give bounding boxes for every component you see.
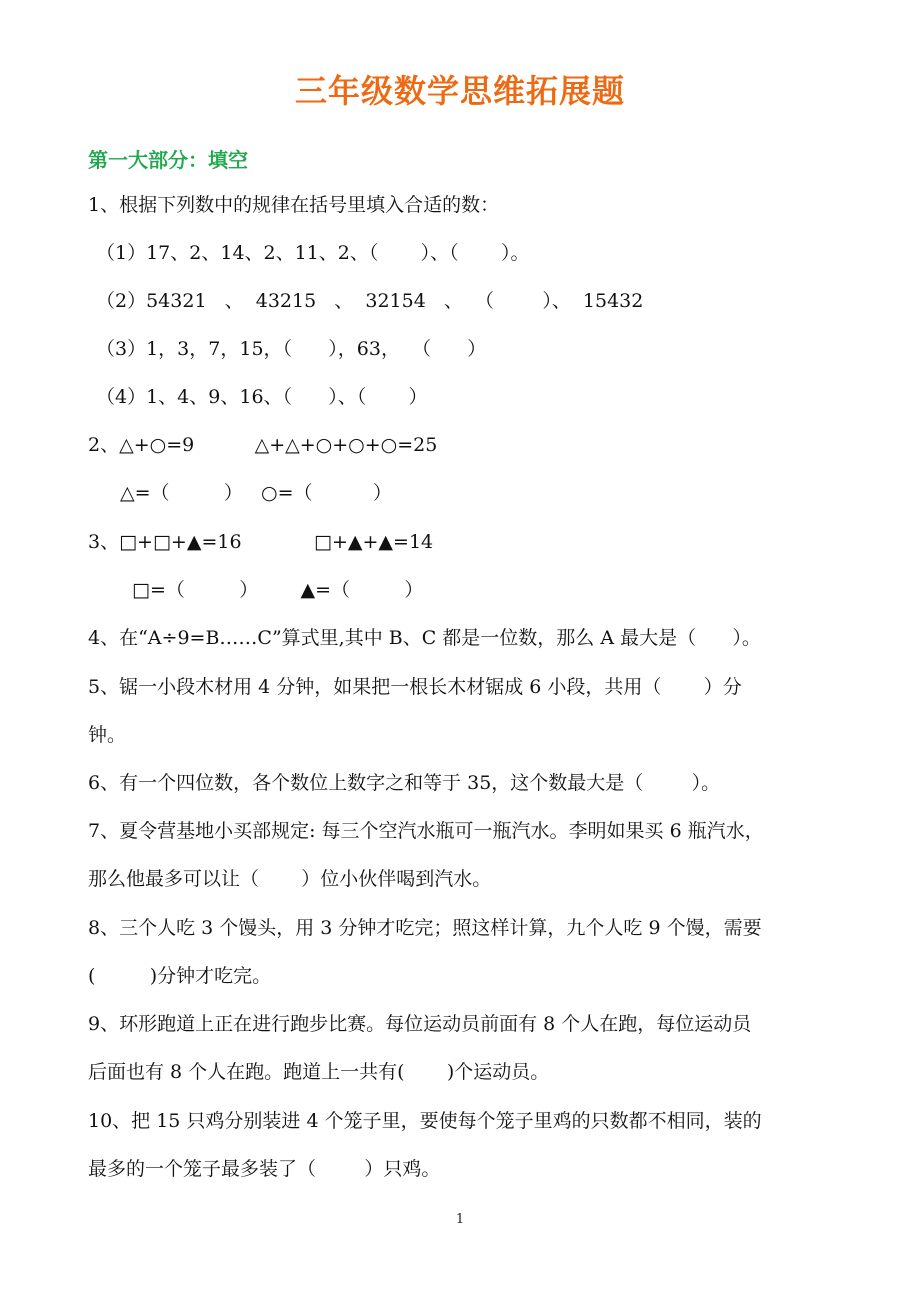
question-line: 2、△+○=9 △+△+○+○+○=25 — [88, 434, 438, 456]
question-line: 后面也有 8 个人在跑。跑道上一共有( )个运动员。 — [88, 1061, 550, 1083]
question-line: 7、夏令营基地小买部规定: 每三个空汽水瓶可一瓶汽水。李明如果买 6 瓶汽水， — [88, 820, 764, 842]
question-line: 1、根据下列数中的规律在括号里填入合适的数： — [88, 194, 500, 216]
question-line: □=（ ） ▲=（ ） — [132, 579, 424, 601]
question-line: 8、三个人吃 3 个馒头，用 3 分钟才吃完；照这样计算，九个人吃 9 个馒，需要 — [88, 917, 762, 939]
question-line: 9、环形跑道上正在进行跑步比赛。每位运动员前面有 8 个人在跑，每位运动员 — [88, 1013, 752, 1035]
question-line: （1）17、2、14、2、11、2、（ ）、（ ）。 — [96, 242, 530, 264]
question-line: （4）1、4、9、16、（ ）、（ ） — [96, 386, 428, 408]
question-line: （3）1，3，7，15，（ ），63， （ ） — [96, 338, 487, 360]
question-line: 最多的一个笼子最多装了（ ）只鸡。 — [88, 1158, 441, 1180]
question-line: （2）54321 、 43215 、 32154 、 （ ）、 15432 — [96, 290, 644, 312]
question-line: △=（ ） ○=（ ） — [120, 482, 392, 504]
question-line: 5、锯一小段木材用 4 分钟，如果把一根长木材锯成 6 小段，共用（ ）分 — [88, 676, 742, 698]
question-line: 10、把 15 只鸡分别装进 4 个笼子里，要使每个笼子里鸡的只数都不相同，装的 — [88, 1110, 762, 1132]
question-line: 4、在“A÷9=B……C”算式里,其中 B、C 都是一位数，那么 A 最大是（ ）。 — [88, 627, 761, 649]
question-line: 钟。 — [88, 724, 127, 746]
question-line: 那么他最多可以让（ ）位小伙伴喝到汽水。 — [88, 868, 492, 890]
question-line: 6、有一个四位数，各个数位上数字之和等于 35，这个数最大是（ ）。 — [88, 772, 721, 794]
question-line: ( )分钟才吃完。 — [88, 965, 272, 987]
question-line: 3、□+□+▲=16 □+▲+▲=14 — [88, 531, 434, 553]
page-title: 三年级数学思维拓展题 — [294, 72, 625, 110]
section-heading: 第一大部分：填空 — [88, 148, 248, 172]
page-number: 1 — [455, 1212, 465, 1227]
